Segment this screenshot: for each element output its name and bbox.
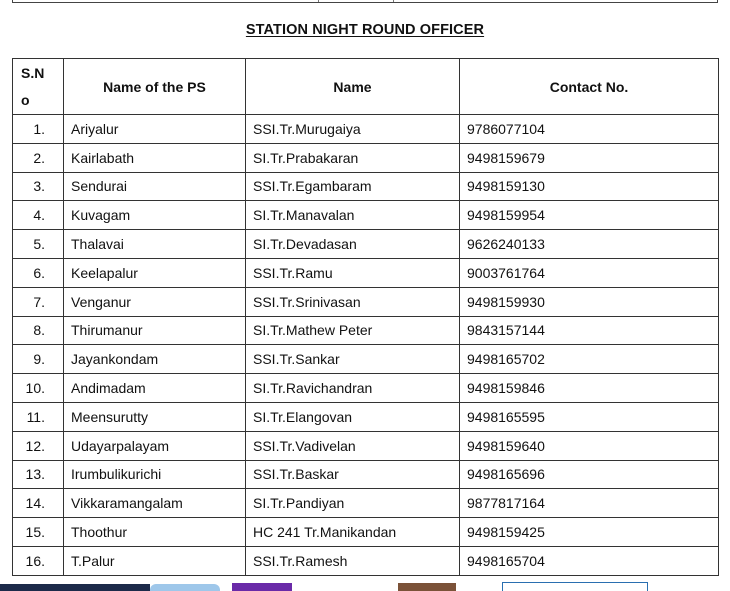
cell-sno: 12. [13,431,64,460]
page-title [0,22,730,38]
table-row [13,115,719,144]
table-row [13,143,719,172]
cell-name: SSI.Tr.Murugaiya [246,115,460,144]
table-row [13,258,719,287]
header-name: Name [246,59,460,115]
cell-contact: 9498165702 [460,345,719,374]
cell-name: SSI.Tr.Baskar [246,460,460,489]
cell-ps: Thoothur [64,518,246,547]
header-ps: Name of the PS [64,59,246,115]
cell-contact: 9498159846 [460,374,719,403]
cropped-banner-light [150,584,220,591]
header-contact: Contact No. [460,59,719,115]
table-header-row [13,59,719,115]
cell-sno: 2. [13,143,64,172]
cell-name: SI.Tr.Ravichandran [246,374,460,403]
cell-name: SI.Tr.Manavalan [246,201,460,230]
cell-ps: T.Palur [64,546,246,575]
cell-ps: Keelapalur [64,258,246,287]
cell-sno: 6. [13,258,64,287]
table-row [13,201,719,230]
table-row [13,518,719,547]
table-row [13,230,719,259]
cell-ps: Venganur [64,287,246,316]
cell-contact: 9498159954 [460,201,719,230]
cell-sno: 10. [13,374,64,403]
cell-ps: Irumbulikurichi [64,460,246,489]
cell-name: SI.Tr.Devadasan [246,230,460,259]
cell-sno: 1. [13,115,64,144]
cell-sno: 4. [13,201,64,230]
table-body [13,115,719,576]
cell-ps: Meensurutty [64,402,246,431]
cell-contact: 9498165704 [460,546,719,575]
cell-name: SSI.Tr.Ramu [246,258,460,287]
cell-ps: Sendurai [64,172,246,201]
cell-ps: Ariyalur [64,115,246,144]
cell-sno: 5. [13,230,64,259]
top-frame-notch [318,0,394,2]
cell-name: SI.Tr.Pandiyan [246,489,460,518]
cell-ps: Andimadam [64,374,246,403]
cell-ps: Vikkaramangalam [64,489,246,518]
cell-ps: Kairlabath [64,143,246,172]
cell-contact: 9498165595 [460,402,719,431]
header-sno-line1: S.N [21,64,45,81]
header-sno [13,59,64,115]
cell-sno: 13. [13,460,64,489]
cropped-banner-dark [0,584,150,591]
officer-table [12,58,719,576]
cell-sno: 7. [13,287,64,316]
cell-contact: 9498159425 [460,518,719,547]
bottom-cropped-strip [0,582,730,591]
cell-sno: 15. [13,518,64,547]
cropped-banner-purple [232,583,292,591]
cell-contact: 9498165696 [460,460,719,489]
cell-ps: Jayankondam [64,345,246,374]
cell-name: SI.Tr.Prabakaran [246,143,460,172]
cell-sno: 3. [13,172,64,201]
cell-name: SSI.Tr.Vadivelan [246,431,460,460]
table-row [13,402,719,431]
cell-sno: 8. [13,316,64,345]
cell-name: HC 241 Tr.Manikandan [246,518,460,547]
cell-contact: 9786077104 [460,115,719,144]
cell-contact: 9003761764 [460,258,719,287]
cell-ps: Udayarpalayam [64,431,246,460]
cropped-banner-brown [398,583,456,591]
cell-contact: 9877817164 [460,489,719,518]
cell-contact: 9843157144 [460,316,719,345]
cell-contact: 9498159130 [460,172,719,201]
cell-name: SSI.Tr.Ramesh [246,546,460,575]
cell-name: SSI.Tr.Egambaram [246,172,460,201]
cell-name: SSI.Tr.Srinivasan [246,287,460,316]
cell-ps: Thalavai [64,230,246,259]
cell-sno: 14. [13,489,64,518]
table-row [13,431,719,460]
table-row [13,546,719,575]
cell-contact: 9498159930 [460,287,719,316]
cell-name: SI.Tr.Mathew Peter [246,316,460,345]
cell-contact: 9626240133 [460,230,719,259]
page-title-text: STATION NIGHT ROUND OFFICER [245,22,485,38]
cell-sno: 11. [13,402,64,431]
cell-name: SSI.Tr.Sankar [246,345,460,374]
table-row [13,316,719,345]
table-row [13,460,719,489]
cell-name: SI.Tr.Elangovan [246,402,460,431]
table-row [13,374,719,403]
cell-contact: 9498159640 [460,431,719,460]
header-sno-line2: o [21,91,30,108]
cell-sno: 9. [13,345,64,374]
cell-ps: Kuvagam [64,201,246,230]
cell-sno: 16. [13,546,64,575]
table-row [13,489,719,518]
cell-contact: 9498159679 [460,143,719,172]
table-row [13,172,719,201]
cell-ps: Thirumanur [64,316,246,345]
cropped-banner-box [502,582,648,591]
table-row [13,345,719,374]
table-row [13,287,719,316]
